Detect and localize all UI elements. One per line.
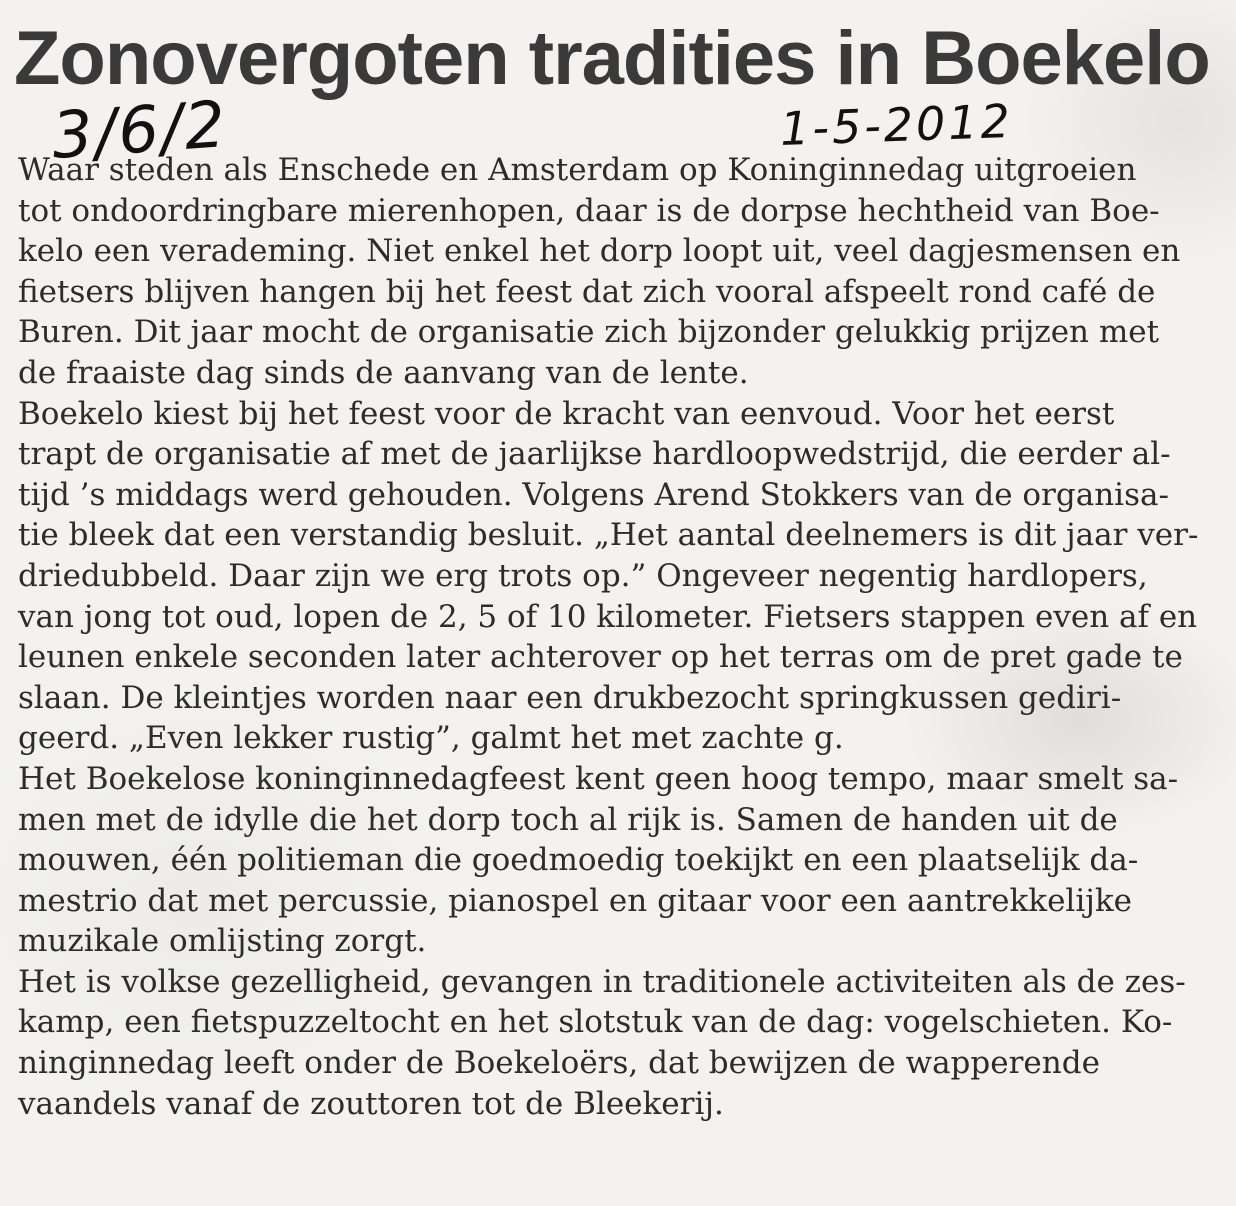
handwritten-annotation-left: 3/6/2 (49, 87, 230, 175)
headline: Zonovergoten tradities in Boekelo (14, 16, 1210, 101)
article-line: fietsers blijven hangen bij het feest dat zich vooral afspeelt rond café de (18, 273, 1156, 310)
article-line: trapt de organisatie af met de jaarlijkse hardloopwedstrijd, die eerder al- (18, 436, 1171, 473)
article-line: slaan. De kleintjes worden naar een drukbezocht springkussen gediri- (18, 679, 1122, 716)
article-line: mouwen, één politieman die goedmoedig toekijkt en een plaatselijk da- (18, 842, 1139, 879)
article-line: driedubbeld. Daar zijn we erg trots op.” Ongeveer negentig hardlopers, (18, 557, 1148, 594)
article-line: geerd. „Even lekker rustig”, galmt het met zachte g. (18, 720, 844, 757)
article-line: tijd ’s middags werd gehouden. Volgens Arend Stokkers van de organisa- (18, 476, 1169, 513)
article-body (18, 150, 1236, 1124)
article-line: tot ondoordringbare mierenhopen, daar is de dorpse hechtheid van Boe- (18, 192, 1160, 229)
handwritten-date-annotation: 1-5-2012 (779, 93, 1014, 157)
article-line: Waar steden als Enschede en Amsterdam op Koninginnedag uitgroeien (18, 152, 1137, 188)
article-line: van jong tot oud, lopen de 2, 5 of 10 kilometer. Fietsers stappen even af en (18, 598, 1198, 635)
article-line: men met de idylle die het dorp toch al rijk is. Samen de handen uit de (18, 801, 1118, 838)
article-line: de fraaiste dag sinds de aanvang van de lente. (18, 354, 749, 391)
article-line: Buren. Dit jaar mocht de organisatie zich bijzonder gelukkig prijzen met (18, 314, 1160, 351)
article-line: tie bleek dat een verstandig besluit. „Het aantal deelnemers is dit jaar ver- (18, 517, 1199, 554)
article-line: vaandels vanaf de zouttoren tot de Bleekerij. (18, 1085, 724, 1122)
article-line: ninginnedag leeft onder de Boekeloërs, dat bewijzen de wapperende (18, 1045, 1100, 1082)
article-line: kamp, een fietspuzzeltocht en het slotstuk van de dag: vogelschieten. Ko- (18, 1004, 1173, 1041)
article-line: kelo een verademing. Niet enkel het dorp loopt uit, veel dagjesmensen en (18, 233, 1181, 270)
article-line: leunen enkele seconden later achterover op het terras om de pret gade te (18, 639, 1183, 676)
article-line: Boekelo kiest bij het feest voor de kracht van eenvoud. Voor het eerst (18, 395, 1115, 432)
article-line: mestrio dat met percussie, pianospel en gitaar voor een aantrekkelijke (18, 882, 1132, 919)
article-line: Het is volkse gezelligheid, gevangen in traditionele activiteiten als de zes- (18, 963, 1186, 1000)
article-line: muzikale omlijsting zorgt. (18, 923, 427, 960)
article-line: Het Boekelose koninginnedagfeest kent geen hoog tempo, maar smelt sa- (18, 760, 1179, 797)
